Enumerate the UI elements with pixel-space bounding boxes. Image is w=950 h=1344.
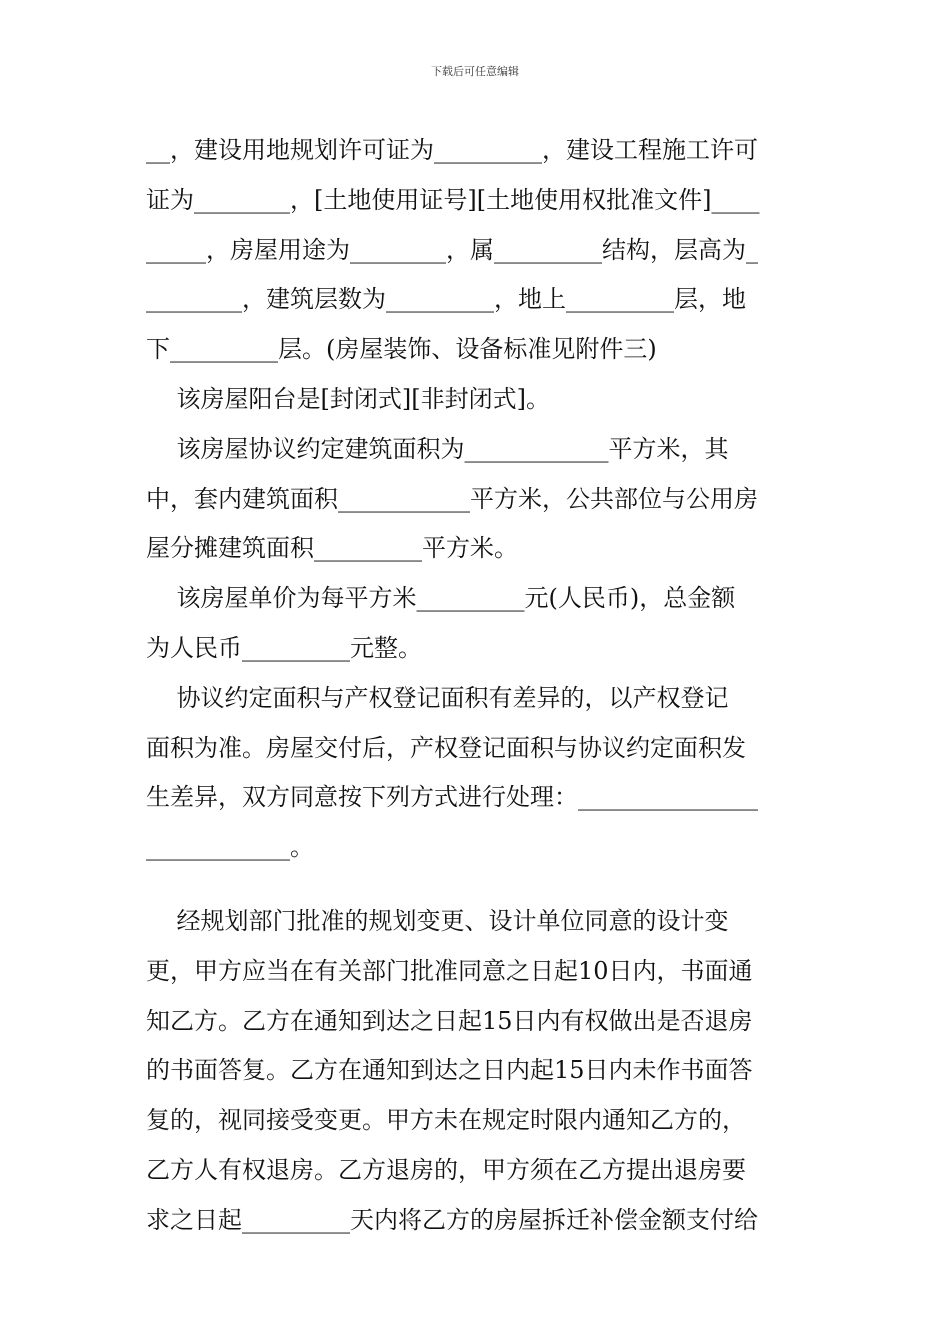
text-line: 求之日起_________天内将乙方的房屋拆迁补偿金额支付给 [146,1205,758,1234]
text-line: 中，套内建筑面积___________平方米，公共部位与公用房 [146,484,758,513]
text-line: 更，甲方应当在有关部门批准同意之日起10日内，书面通 [146,956,753,985]
text-line: 下_________层。(房屋装饰、设备标准见附件三) [146,335,657,364]
text-line: 屋分摊建筑面积_________平方米。 [146,534,518,563]
text-line: 该房屋协议约定建筑面积为____________平方米，其 [146,434,729,463]
text-line: 协议约定面积与产权登记面积有差异的，以产权登记 [146,683,729,712]
text-line: 证为________，[土地使用证号][土地使用权批准文件]____ [146,185,760,214]
text-line: __，建设用地规划许可证为_________，建设工程施工许可 [146,136,758,164]
paragraph-spacer [146,873,806,897]
text-line: ________，建筑层数为_________，地上_________层，地 [146,285,746,314]
text-line: 为人民币_________元整。 [146,633,422,662]
text-line: 的书面答复。乙方在通知到达之日内起15日内未作书面答 [146,1056,753,1085]
text-line: 该房屋阳台是[封闭式][非封闭式]。 [146,384,550,413]
text-line: 知乙方。乙方在通知到达之日起15日内有权做出是否退房 [146,1006,753,1035]
text-line: 该房屋单价为每平方米_________元(人民币)，总金额 [146,584,736,613]
page-header: 下载后可任意编辑 [431,65,519,78]
text-line: 面积为准。房屋交付后，产权登记面积与协议约定面积发 [146,733,746,762]
text-line: 复的，视同接受变更。甲方未在规定时限内通知乙方的， [146,1106,746,1135]
text-line: ____________。 [146,833,314,862]
text-line: 经规划部门批准的规划变更、设计单位同意的设计变 [146,906,729,935]
text-line: 乙方人有权退房。乙方退房的，甲方须在乙方提出退房要 [146,1155,746,1184]
text-line: 生差异，双方同意按下列方式进行处理：_______________ [146,783,758,812]
text-line: _____，房屋用途为________，属_________结构，层高为_ [146,235,758,264]
document-body [146,126,806,1246]
